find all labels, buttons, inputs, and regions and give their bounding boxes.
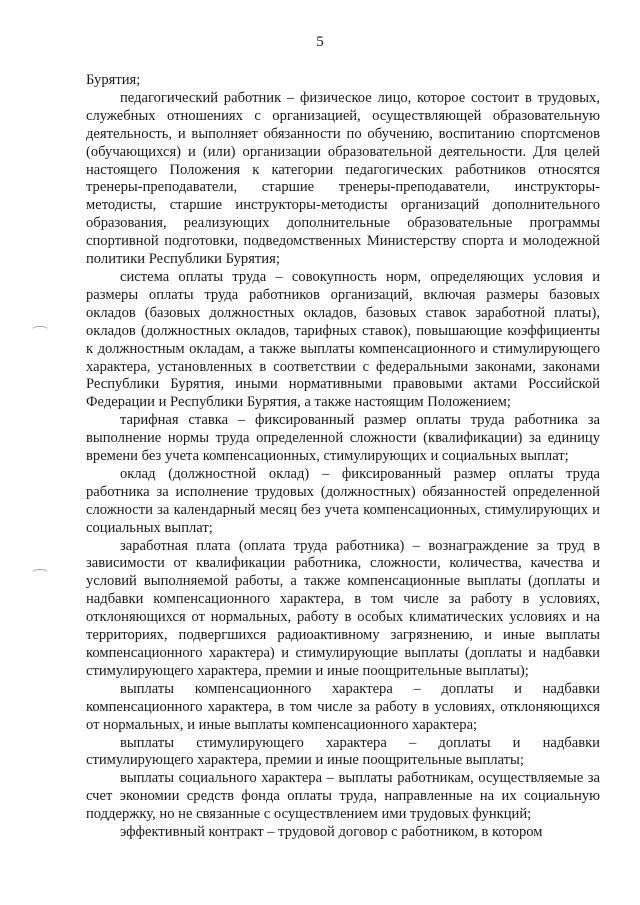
paragraph-definition-salary: оклад (должностной оклад) – фиксированный размер оплаты труда работника за исполнение трудовых (должностных) обязанностей определенной сложности за календарный месяц без учета компенсационных, стимулирующих и социальных выплат; xyxy=(86,465,600,536)
paragraph-definition-incentive-payments: выплаты стимулирующего характера – доплаты и надбавки стимулирующего характера, премии и иные поощрительные выплаты; xyxy=(86,734,600,769)
paragraph-definition-pay-system: система оплаты труда – совокупность норм, определяющих условия и размеры оплаты труда работников организаций, включая размеры базовых окладов (базовых должностных окладов, базовых ставок заработной платы), окладов (должностных окладов, тарифных ставок), повышающие коэффициенты к должностным окладам, а также выплаты компенсационного и стимулирующего характера, установленных в соответствии с федеральными законами, законами Республики Бурятия, иными нормативными правовыми актами Российской Федерации и Республики Бурятия, а также настоящим Положением; xyxy=(86,268,600,411)
margin-binding-mark xyxy=(32,569,48,576)
paragraph-definition-compensation-payments: выплаты компенсационного характера – доплаты и надбавки компенсационного характера, в том числе за работу в условиях, отклоняющихся от нормальных, и иные выплаты компенсационного характера; xyxy=(86,680,600,733)
document-body xyxy=(86,72,600,842)
paragraph-definition-tariff-rate: тарифная ставка – фиксированный размер оплаты труда работника за выполнение нормы труда определенной сложности (квалификации) за единицу времени без учета компенсационных, стимулирующих и социальных выплат; xyxy=(86,412,600,465)
paragraph-definition-social-payments: выплаты социального характера – выплаты работникам, осуществляемые за счет экономии средств фонда оплаты труда, направленные на их социальную поддержку, но не связанные с осуществлением ими трудовых функций; xyxy=(86,770,600,823)
paragraph-definition-effective-contract: эффективный контракт – трудовой договор с работником, в котором xyxy=(120,824,543,841)
page-number: 5 xyxy=(316,34,324,50)
margin-binding-mark xyxy=(32,326,48,333)
paragraph-definition-wages: заработная плата (оплата труда работника) – вознаграждение за труд в зависимости от квалификации работника, сложности, количества, качества и условий выполняемой работы, а также компенсационные выплаты (доплаты и надбавки компенсационного характера, в том числе за работу в условиях, отклоняющихся от нормальных, работу в особых климатических условиях и на территориях, подвергшихся радиоактивному загрязнению, и иные выплаты компенсационного характера) и стимулирующие выплаты (доплаты и надбавки стимулирующего характера, премии и иные поощрительные выплаты); xyxy=(86,537,600,679)
paragraph-continuation: Бурятия; xyxy=(86,72,141,88)
paragraph-definition-pedagogical-worker: педагогический работник – физическое лицо, которое состоит в трудовых, служебных отношениях с организацией, осуществляющей образовательную деятельность, и выполняет обязанности по обучению, воспитанию спортсменов (обучающихся) и (или) организации образовательной деятельности. Для целей настоящего Положения к категории педагогических работников относятся тренеры-преподаватели, старшие тренеры-преподаватели, инструкторы-методисты, старшие инструкторы-методисты организаций дополнительного образования, реализующих дополнительные образовательные программы спортивной подготовки, подведомственных Министерству спорта и молодежной политики Республики Бурятия; xyxy=(86,89,600,268)
